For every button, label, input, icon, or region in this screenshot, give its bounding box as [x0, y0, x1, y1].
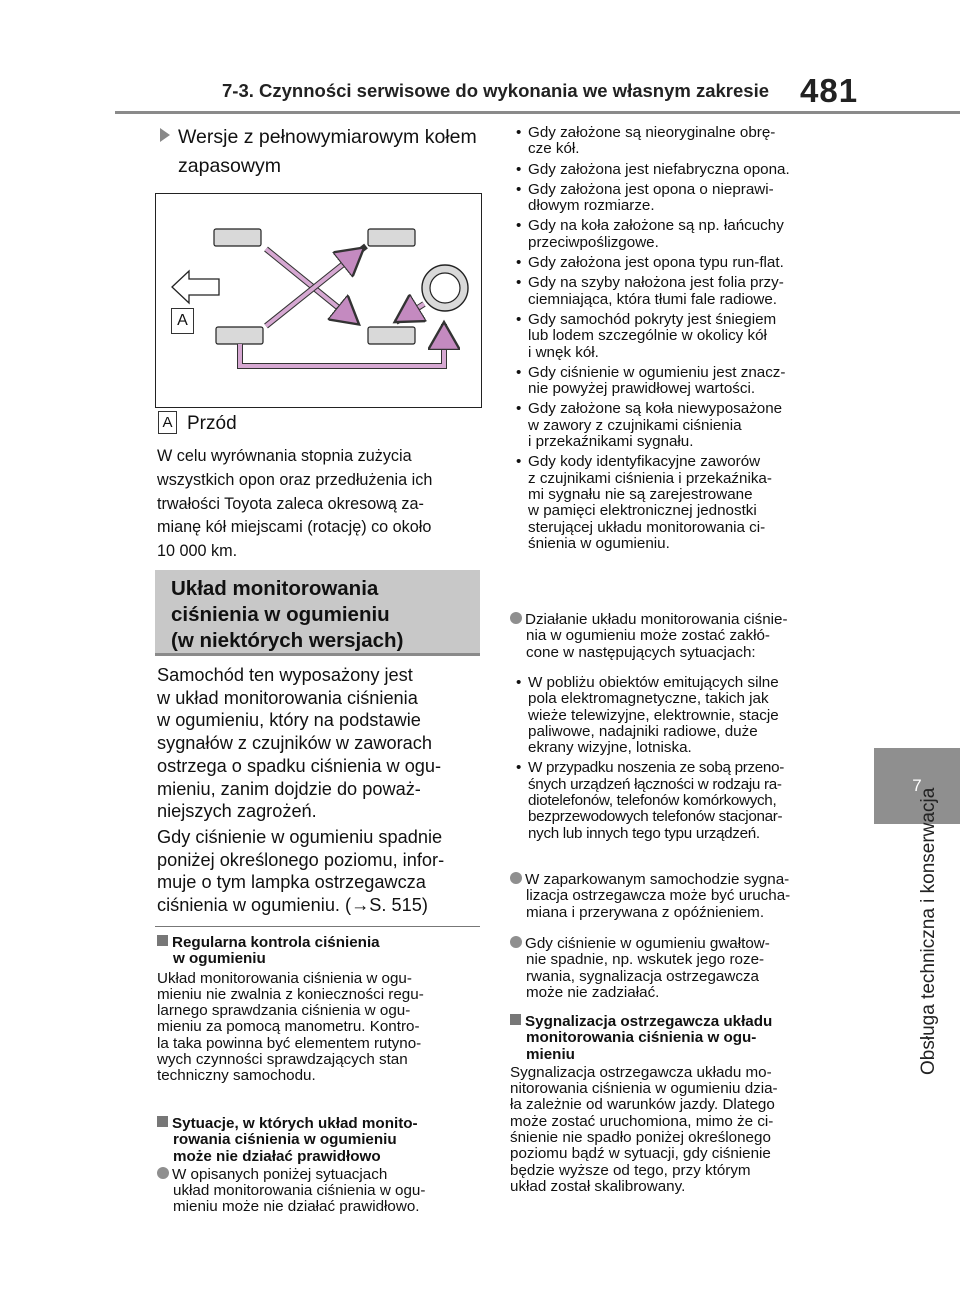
circle-bullet-icon [510, 936, 522, 948]
chapter-side-label: Obsługa techniczna i konserwacja [918, 787, 939, 1075]
circle-bullet-icon [510, 872, 522, 884]
circle-bullet-icon [510, 612, 522, 624]
square-bullet-icon [510, 1014, 521, 1025]
section-title: Układ monitorowania ciśnienia w ogumieniu (w niektórych wersjach) [171, 577, 404, 652]
note-sudden-drop: Gdy ciśnienie w ogumieniu gwałtow- nie spadnie, np. wskutek jego roze- rwania, sygnalizacja ostrzegawcza może nie zadziałać. [510, 936, 832, 1001]
legend-text: Przód [187, 413, 237, 434]
list-item: • Gdy ciśnienie w ogumieniu jest znacz- nie powyżej prawidłowej wartości. [510, 365, 835, 398]
heading-line: zapasowym [178, 155, 281, 177]
interference-list [510, 675, 835, 846]
front-arrow-icon [172, 271, 219, 303]
note-parked: W zaparkowanym samochodzie sygna- lizacja ostrzegawcza może być urucha- miana i przerywana z opóźnieniem. [510, 872, 832, 921]
list-item: • W pobliżu obiektów emitujących silne pola elektromagnetyczne, takich jak wieże telewizyjne, elektrownie, stacje paliwowe, nadajniki radiowe, duże ekrany wizyjne, lotniska. [510, 675, 835, 756]
legend-item [158, 411, 478, 435]
rear-left-tire [216, 327, 263, 344]
list-item: • Gdy założona jest opona o nieprawi- dłowym rozmiarze. [510, 182, 835, 215]
list-item: • Gdy założona jest niefabryczna opona. [510, 162, 835, 178]
list-item: • Gdy kody identyfikacyjne zaworów z czujnikami ciśnienia i przekaźnika- mi sygnału nie są zarejestrowane w pamięci elektronicznej jednostki sterującej układu monitorowania ci- śnienia w ogumieniu. [510, 454, 835, 552]
tire-rotation-svg [156, 194, 481, 407]
list-item: • Gdy założone są nieoryginalne obrę- cze kół. [510, 125, 835, 158]
note-situations: Sytuacje, w których układ monito- rowania ciśnienia w ogumieniu może nie działać prawidłowo W opisanych poniżej sytuacjach układ monitorowania ciśnienia w ogu- mieniu może nie działać prawidłowo. [157, 1116, 477, 1216]
intro-paragraph: W celu wyrównania stopnia zużycia wszystkich opon oraz przedłużenia ich trwałości Toyota zaleca okresową za- mianę kół miejscami (rotację) co około 10 000 km. [157, 447, 433, 561]
header-divider [115, 111, 960, 114]
front-right-tire [368, 229, 415, 246]
list-item: • Gdy na szyby nałożona jest folia przy- ciemniająca, która tłumi fale radiowe. [510, 275, 835, 308]
legend-letter: A [158, 411, 177, 434]
list-item: • Gdy samochód pokryty jest śniegiem lub lodem szczególnie w okolicy kół i wnęk kół. [510, 312, 835, 361]
note-regular-check: Regularna kontrola ciśnienia w ogumieniu Układ monitorowania ciśnienia w ogu- mieniu nie zwalnia z konieczności regu- larnego sprawdzania ciśnienia w ogu- mieniu za pomocą manometru. Kontro- la taka powinna być elementem rutyno- wych czynności sprawdzających stan techniczny samochodu. [157, 934, 424, 1085]
paragraph-warning: Gdy ciśnienie w ogumieniu spadnie poniżej określonego poziomu, infor- muje o tym lampka ostrzegawcza ciśnienia w ogumieniu. (→S. 515) [157, 827, 445, 916]
page-number: 481 [800, 72, 859, 109]
paragraph-system: Samochód ten wyposażony jest w układ monitorowania ciśnienia w ogumieniu, który na podstawie sygnałów z czujników w zaworach ostrzega o spadku ciśnienia w ogu- mieniu, zanim dojdzie do poważ- niejszych zagrożeń. [157, 665, 442, 822]
section-title-box [155, 570, 480, 656]
list-item: • Gdy założona jest opona typu run-flat. [510, 255, 835, 271]
front-left-tire [214, 229, 261, 246]
square-bullet-icon [157, 1116, 168, 1127]
circle-bullet-icon [157, 1167, 169, 1179]
section-header: 7-3. Czynności serwisowe do wykonania we własnym zakresie [222, 80, 769, 101]
subsection-heading [160, 123, 480, 181]
tire-rotation-diagram [155, 193, 482, 408]
diagram-label-a: A [171, 308, 194, 334]
note-interference: Działanie układu monitorowania ciśnie- nia w ogumieniu może zostać zakłó- cone w następujących sytuacjach: [510, 612, 832, 661]
divider [155, 926, 480, 927]
triangle-bullet-icon [160, 128, 170, 142]
list-item: • Gdy na koła założone są np. łańcuchy przeciwpoślizgowe. [510, 218, 835, 251]
heading-line: Wersje z pełnowymiarowym kołem [178, 126, 477, 148]
rear-right-tire [368, 327, 415, 344]
situations-list [510, 125, 835, 556]
list-item: • Gdy założone są koła niewyposażone w zawory z czujnikami ciśnienia i przekaźnikami sygnału. [510, 401, 835, 450]
square-bullet-icon [157, 935, 168, 946]
list-item: • W przypadku noszenia ze sobą przeno- śnych urządzeń łączności w rodzaju ra- diotelefonów, telefonów komórkowych, bezprzewodowych telefonów stacjonar- nych lub innych tego typu urządzeń. [510, 760, 835, 841]
chapter-tab: 7 [874, 748, 960, 824]
note-signal: Sygnalizacja ostrzegawcza układu monitorowania ciśnienia w ogu- mieniu Sygnalizacja ostrzegawcza układu mo- nitorowania ciśnienia w ogumieniu dzia- ła zależnie od warunków jazdy. Dlatego może zostać uruchomiona, mimo że ci- śnienie nie spadło poniżej określonego poziomu bądź w sytuacji, gdy ciśnienie będzie wyższe od tego, przy którym układ został skalibrowany. [510, 1013, 778, 1195]
